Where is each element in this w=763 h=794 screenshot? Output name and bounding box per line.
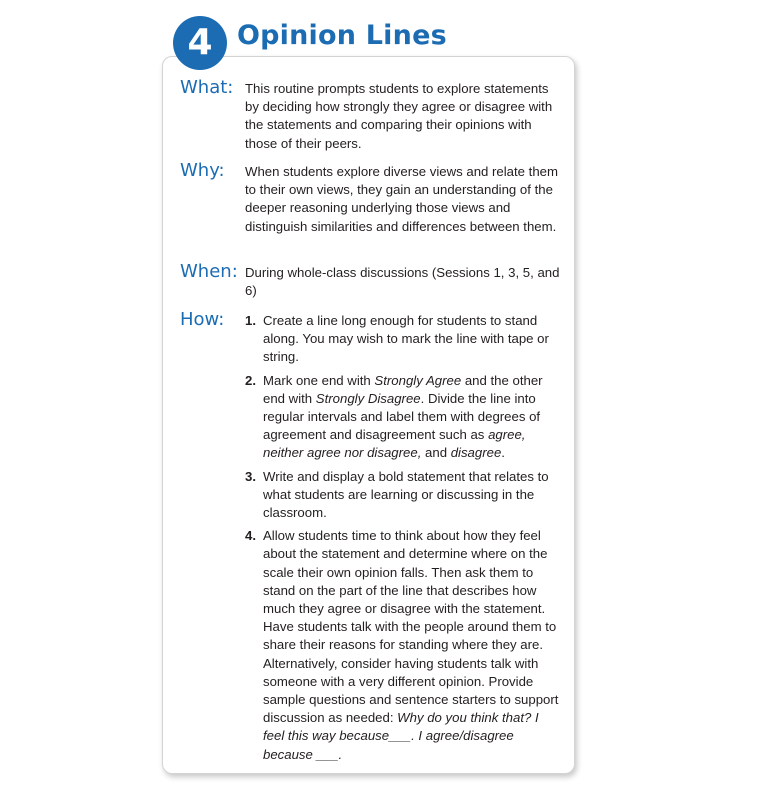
step-text: Create a line long enough for students to stand along. You may wish to mark the line with tape or string.	[263, 313, 549, 365]
why-label: Why:	[180, 160, 225, 181]
step-item	[245, 527, 563, 764]
what-text: This routine prompts students to explore statements by deciding how strongly they agree or disagree with the statements and comparing their opinions with those of their peers.	[245, 81, 553, 151]
step-text: . Divide the line into regular intervals and label them with degrees of agreement and disagreement such as	[263, 390, 541, 443]
step-emphasis: Strongly Disagree	[315, 390, 421, 406]
what-label: What:	[180, 77, 234, 98]
step-number: 4.	[245, 528, 256, 544]
step-emphasis: Strongly Agree	[374, 372, 462, 388]
step-number: 3.	[245, 468, 256, 484]
step-text: Mark one end with	[263, 372, 375, 388]
when-text: During whole-class discussions (Sessions 1, 3, 5, and 6)	[245, 265, 560, 299]
step-number: 1.	[245, 313, 256, 328]
step-text: Allow students time to think about how they feel about the statement and determine where on the scale their own opinion falls. Then ask them to stand on the part of the line that describes how much they agree or disagree with the statement. Have students talk with the people around them to share their reasons for standing where they are. Alternatively, consider having students talk with someone with a very different opinion. Provide sample questions and sentence starters to support discussion as needed:	[263, 528, 559, 726]
step-emphasis: disagree	[450, 445, 502, 461]
step-item	[245, 372, 563, 463]
step-emphasis: Why do you think that? I feel this way because___. I agree/disagree because ___.	[263, 710, 539, 762]
step-number: 2.	[245, 372, 256, 388]
how-label: How:	[180, 309, 225, 330]
step-item	[245, 468, 563, 523]
when-label: When:	[180, 261, 238, 282]
step-text: .	[501, 445, 505, 461]
step-emphasis: agree, neither agree nor disagree,	[263, 427, 526, 461]
why-text: When students explore diverse views and relate them to their own views, they gain an understanding of the deeper reasoning underlying those views and distinguish similarities and differences between them.	[245, 164, 558, 234]
routine-card	[162, 56, 575, 774]
page-title: Opinion Lines	[237, 20, 447, 51]
step-item	[245, 312, 563, 367]
section-number-badge: 4	[173, 16, 227, 70]
step-text: and the other end with	[263, 372, 543, 406]
step-text: Write and display a bold statement that relates to what students are learning or discussing in the classroom.	[263, 468, 549, 521]
step-text: and	[421, 445, 451, 461]
how-steps-list	[245, 312, 563, 769]
